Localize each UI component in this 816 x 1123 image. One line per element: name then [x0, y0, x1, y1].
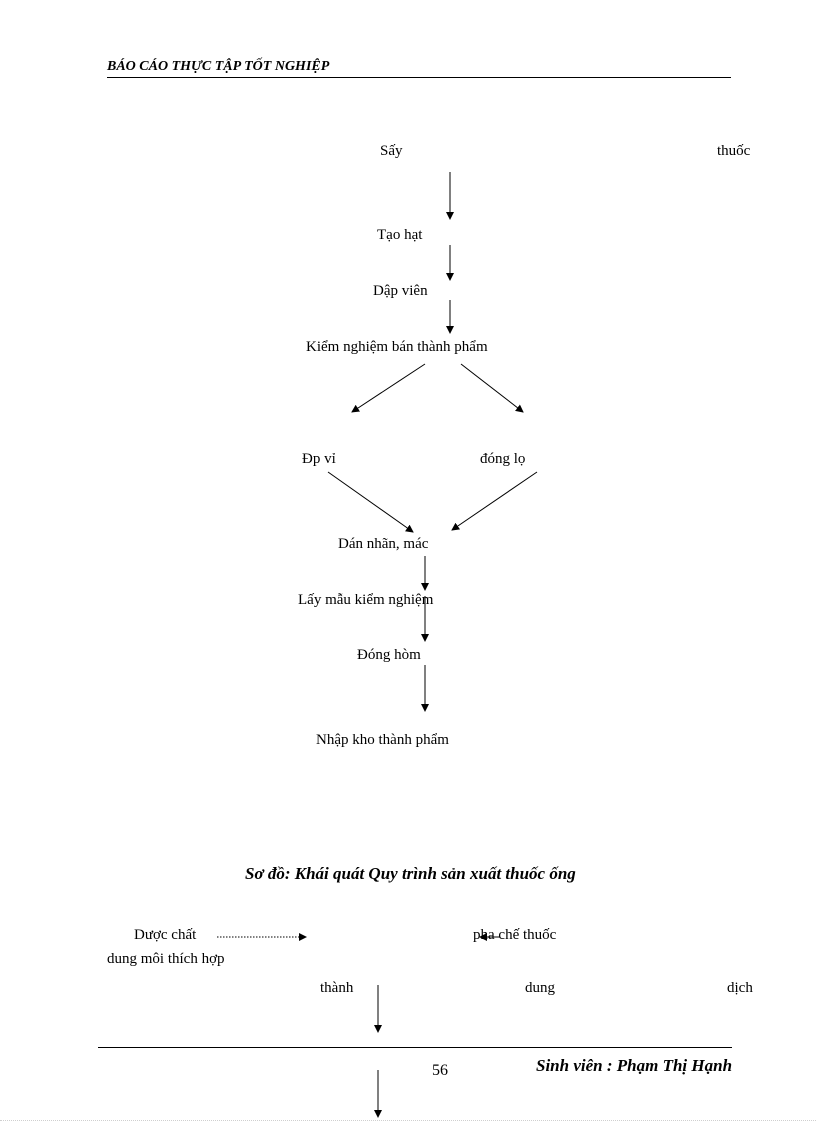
footer-student: Sinh viên : Phạm Thị Hạnh [536, 1056, 733, 1075]
header-title: BÁO CÁO THỰC TẬP TỐT NGHIỆP [107, 59, 330, 74]
text-thanh: thành [320, 980, 354, 996]
page-edge-dots [0, 1120, 816, 1121]
text-dung: dung [525, 980, 555, 996]
arrow-kiemnghiem-donglo [461, 364, 523, 412]
arrow-donglo-dannhan [452, 472, 537, 530]
step-thuoc: thuốc [717, 143, 751, 159]
page-number: 56 [432, 1062, 448, 1079]
step-dan-nhan: Dán nhãn, mác [338, 536, 429, 552]
step-kiem-nghiem: Kiểm nghiệm bán thành phẩm [306, 339, 488, 355]
step-duoc-chat: Dược chất [134, 927, 197, 943]
step-ep-vi: Đp vỉ [302, 451, 336, 467]
step-tao-hat: Tạo hạt [377, 227, 423, 243]
step-dap-vien: Dập viên [373, 283, 428, 299]
arrow-kiemnghiem-epvi [352, 364, 425, 412]
step-dong-hom: Đóng hòm [357, 647, 421, 663]
step-lay-mau: Lấy mẫu kiểm nghiệm [298, 592, 434, 608]
step-say: Sấy [380, 143, 403, 159]
arrow-epvi-dannhan [328, 472, 413, 532]
text-dich: dịch [727, 980, 753, 996]
diagram-title: Sơ đồ: Khái quát Quy trình sản xuất thuốc ống [245, 864, 576, 883]
step-nhap-kho: Nhập kho thành phẩm [316, 732, 449, 748]
step-dung-moi: dung môi thích hợp [107, 951, 225, 967]
step-dong-lo: đóng lọ [480, 451, 526, 467]
step-pha-che: pha chế thuốc [473, 927, 557, 943]
